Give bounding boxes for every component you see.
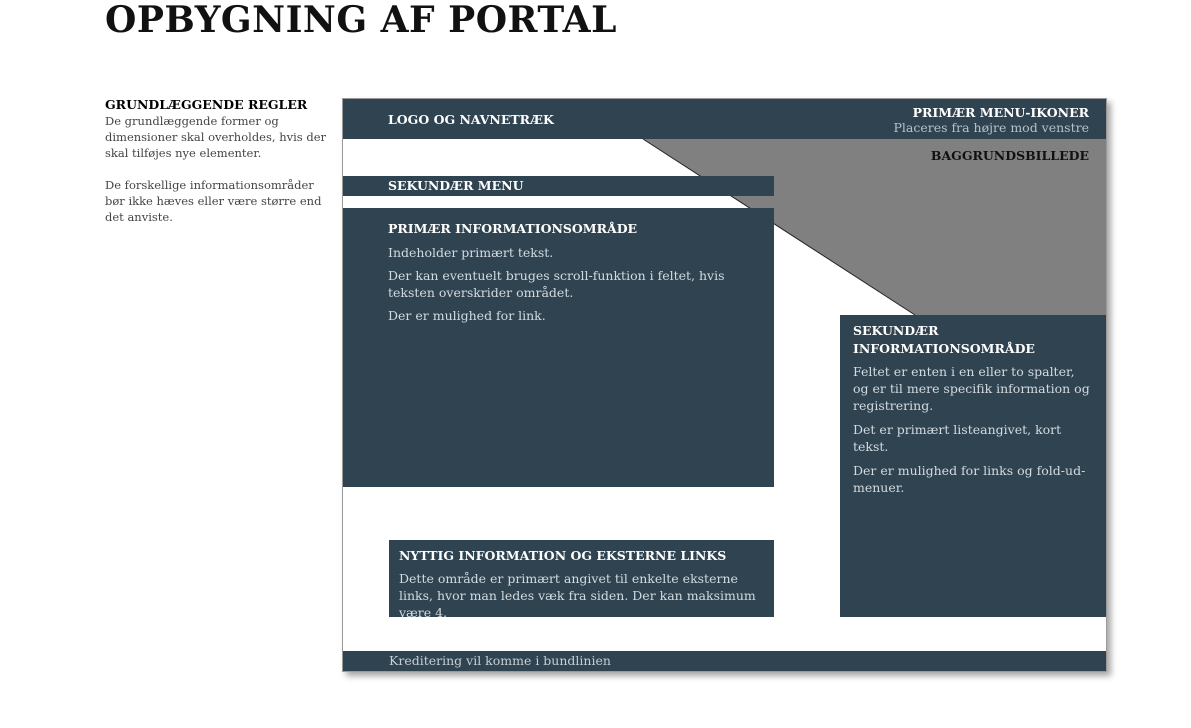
primary-info-title: PRIMÆR INFORMATIONSOMRÅDE — [388, 221, 638, 236]
rules-paragraph-2: De forskellige informationsområder bør ikke hæves eller være større end det anviste. — [105, 178, 322, 224]
primary-menu-icons-note: Placeres fra højre mod venstre — [893, 120, 1089, 135]
portal-layout-diagram — [342, 98, 1107, 672]
primary-info-area — [343, 208, 774, 487]
rules-paragraph-1: De grundlæggende former og dimensioner skal overholdes, hvis der skal tilføjes nye elementer. — [105, 114, 326, 160]
logo-label: LOGO OG NAVNETRÆK — [388, 112, 554, 127]
primary-menu-icons-label: PRIMÆR MENU-IKONER — [912, 105, 1089, 120]
secondary-info-area — [840, 315, 1106, 617]
primary-info-line: Der er mulighed for link. — [388, 308, 546, 323]
useful-links-title: NYTTIG INFORMATION OG EKSTERNE LINKS — [399, 548, 727, 563]
background-image-label: BAGGRUNDSBILLEDE — [930, 148, 1089, 163]
secondary-info-title: SEKUNDÆR INFORMATIONSOMRÅDE — [853, 323, 1035, 356]
secondary-menu-bar — [343, 176, 774, 196]
footer-bar — [343, 651, 1106, 671]
primary-info-line: Indeholder primært tekst. — [388, 245, 554, 260]
secondary-info-line: Der er mulighed for links og fold-ud-menuer. — [853, 463, 1086, 495]
footer-text: Kreditering vil komme i bundlinien — [389, 653, 611, 668]
rules-section — [105, 97, 327, 241]
page-title: OPBYGNING AF PORTAL — [105, 0, 617, 41]
header-bar — [343, 99, 1106, 139]
primary-info-line: Der kan eventuelt bruges scroll-funktion i feltet, hvis teksten overskrider området. — [388, 268, 725, 300]
rules-heading: GRUNDLÆGGENDE REGLER — [105, 97, 308, 112]
secondary-info-line: Det er primært listeangivet, kort tekst. — [853, 422, 1062, 454]
secondary-menu-label: SEKUNDÆR MENU — [388, 178, 524, 193]
useful-links-text: Dette område er primært angivet til enkelte eksterne links, hvor man ledes væk fra siden. Der kan maksimum være 4. — [399, 571, 756, 620]
useful-links-area — [389, 540, 774, 620]
secondary-info-line: Feltet er enten i en eller to spalter, og er til mere specifik information og registrering. — [853, 364, 1090, 413]
